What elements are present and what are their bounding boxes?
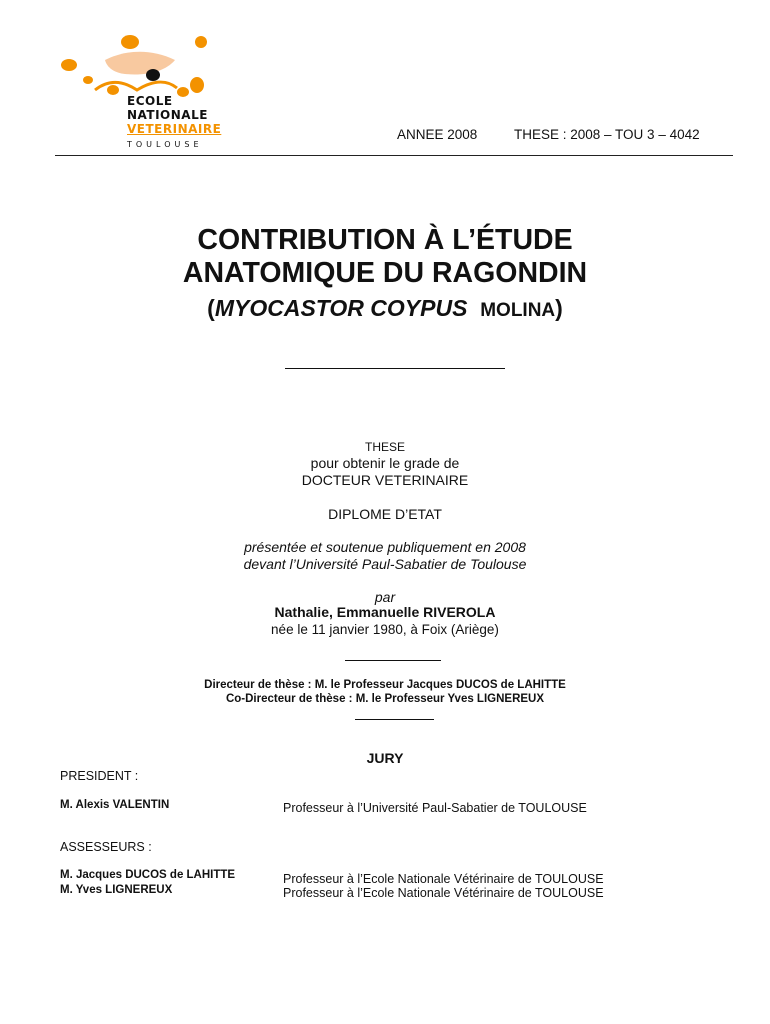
- diploma-name: DIPLOME D’ETAT: [328, 506, 442, 522]
- presented-text: présentée et soutenue publiquement en 2008: [244, 539, 526, 555]
- thesis-director: Directeur de thèse : M. le Professeur Jacques DUCOS de LAHITTE: [204, 679, 566, 691]
- logo-line-ecole: ECOLE: [127, 94, 173, 108]
- par-text: par: [374, 589, 396, 605]
- thesis-codirector: Co-Directeur de thèse : M. le Professeur Yves LIGNEREUX: [225, 693, 545, 705]
- logo-line-toulouse: TOULOUSE: [127, 140, 203, 149]
- header-divider: [55, 155, 733, 156]
- species-name: MYOCASTOR COYPUS: [214, 295, 468, 321]
- species-author: MOLINA: [480, 300, 556, 321]
- header-thesis-number: THESE : 2008 – TOU 3 – 4042: [514, 127, 700, 142]
- obtain-grade-text: pour obtenir le grade de: [310, 455, 460, 471]
- assessor-role: Professeur à l’Ecole Nationale Vétérinaire de TOULOUSE: [283, 886, 604, 900]
- title-line-1: CONTRIBUTION À L’ÉTUDE: [197, 224, 573, 256]
- logo-line-nationale: NATIONALE: [127, 108, 208, 122]
- grade-name: DOCTEUR VETERINAIRE: [301, 472, 469, 488]
- president-role: Professeur à l’Université Paul-Sabatier de TOULOUSE: [283, 801, 587, 815]
- president-name: M. Alexis VALENTIN: [60, 799, 170, 811]
- logo-line-veterinaire: VETERINAIRE: [127, 122, 222, 136]
- birth-info: née le 11 janvier 1980, à Foix (Ariège): [271, 622, 499, 637]
- candidate-name: Nathalie, Emmanuelle RIVEROLA: [274, 604, 496, 620]
- president-label: PRESIDENT :: [60, 769, 139, 783]
- assessor-name: M. Jacques DUCOS de LAHITTE: [60, 869, 236, 881]
- title-species-line: [0, 295, 770, 322]
- assessor-role: Professeur à l’Ecole Nationale Vétérinaire de TOULOUSE: [283, 872, 604, 886]
- university-text: devant l’Université Paul-Sabatier de Toulouse: [243, 556, 527, 572]
- assessors-label: ASSESSEURS :: [60, 840, 152, 854]
- direction-separator-bottom: [355, 719, 434, 720]
- direction-separator-top: [345, 660, 441, 661]
- assessor-name: M. Yves LIGNEREUX: [60, 884, 173, 896]
- header-year: ANNEE 2008: [397, 127, 478, 142]
- open-paren: (: [207, 295, 215, 321]
- title-line-2: ANATOMIQUE DU RAGONDIN: [182, 257, 588, 289]
- title-separator: [285, 368, 505, 369]
- these-label: THESE: [364, 440, 405, 454]
- jury-heading: JURY: [366, 750, 404, 766]
- school-logo: [55, 30, 220, 152]
- close-paren: ): [555, 295, 563, 321]
